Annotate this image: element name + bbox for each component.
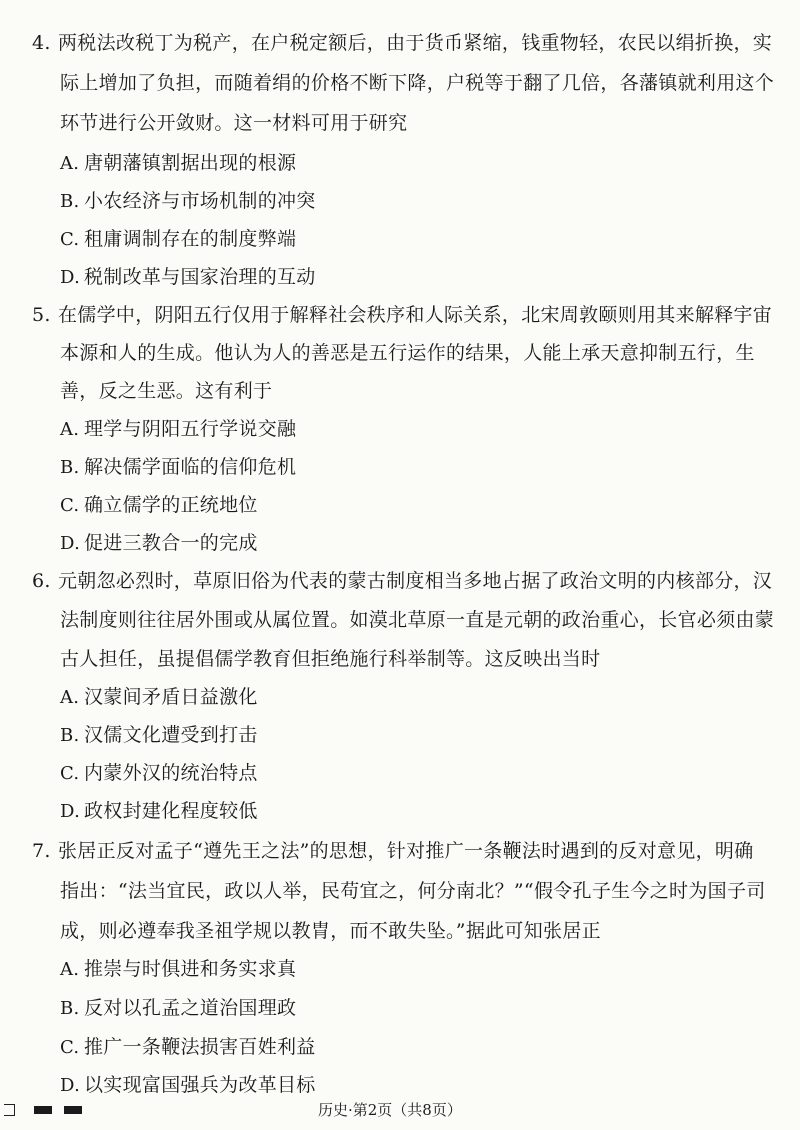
option-a: A. 推崇与时俱进和务实求真 (60, 958, 297, 980)
question-number: 6. (32, 570, 51, 592)
option-c: C. 推广一条鞭法损害百姓利益 (60, 1036, 316, 1058)
question-stem-line: 指出：“法当宜民，政以人举，民苟宜之，何分南北？”“假令孔子生今之时为国子司 (60, 880, 766, 902)
question-stem-line: 6. 元朝忽必烈时，草原旧俗为代表的蒙古制度相当多地占据了政治文明的内核部分，汉 (32, 570, 773, 592)
question-stem-line: 际上增加了负担，而随着绢的价格不断下降，户税等于翻了几倍，各藩镇就利用这个 (60, 72, 775, 94)
option-b: B. 解决儒学面临的信仰危机 (60, 456, 297, 478)
option-d: D. 促进三教合一的完成 (60, 532, 258, 554)
registration-bar-icon (64, 1106, 82, 1114)
option-c: C. 确立儒学的正统地位 (60, 494, 258, 516)
question-stem-line: 环节进行公开敛财。这一材料可用于研究 (60, 112, 408, 134)
bracket-mark-icon (4, 1104, 15, 1116)
question-number: 5. (32, 304, 51, 326)
option-c: C. 租庸调制存在的制度弊端 (60, 228, 297, 250)
question-number: 4. (32, 32, 51, 54)
question-stem-line: 5. 在儒学中，阴阳五行仅用于解释社会秩序和人际关系，北宋周敦颐则用其来解释宇宙 (32, 304, 773, 326)
question-stem-line: 法制度则往往居外围或从属位置。如漠北草原一直是元朝的政治重心，长官必须由蒙 (60, 609, 775, 631)
question-number: 7. (32, 840, 51, 862)
question-stem-line: 古人担任，虽提倡儒学教育但拒绝施行科举制等。这反映出当时 (60, 648, 601, 670)
question-stem-line: 4. 两税法改税丁为税产，在户税定额后，由于货币紧缩，钱重物轻，农民以绢折换，实 (32, 32, 773, 54)
option-b: B. 小农经济与市场机制的冲突 (60, 190, 316, 212)
registration-bar-icon (34, 1106, 52, 1114)
option-b: B. 反对以孔孟之道治国理政 (60, 997, 297, 1019)
page-footer (0, 1098, 800, 1122)
option-d: D. 以实现富国强兵为改革目标 (60, 1074, 316, 1096)
question-stem-line: 成，则必遵奉我圣祖学规以教胄，而不敢失坠。”据此可知张居正 (60, 920, 601, 942)
option-a: A. 理学与阴阳五行学说交融 (60, 418, 297, 440)
option-d: D. 政权封建化程度较低 (60, 800, 258, 822)
question-stem-line: 7. 张居正反对孟子“遵先王之法”的思想，针对推广一条鞭法时遇到的反对意见，明确 (32, 840, 754, 862)
option-d: D. 税制改革与国家治理的互动 (60, 266, 316, 288)
option-a: A. 汉蒙间矛盾日益激化 (60, 686, 258, 708)
option-c: C. 内蒙外汉的统治特点 (60, 762, 258, 784)
question-stem-line: 善，反之生恶。这有利于 (60, 380, 273, 402)
page-number: 历史·第2页（共8页） (318, 1101, 462, 1119)
option-a: A. 唐朝藩镇割据出现的根源 (60, 152, 297, 174)
question-stem-line: 本源和人的生成。他认为人的善恶是五行运作的结果，人能上承天意抑制五行，生 (60, 342, 755, 364)
option-b: B. 汉儒文化遭受到打击 (60, 724, 258, 746)
